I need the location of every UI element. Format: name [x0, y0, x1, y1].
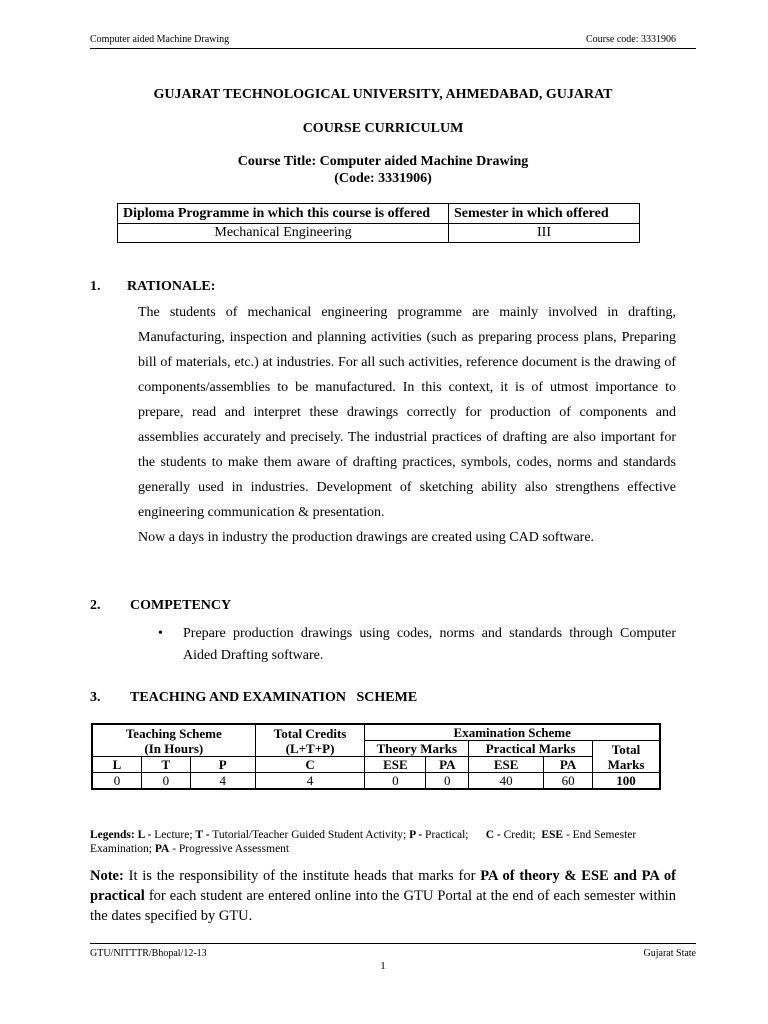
semester-header: Semester in which offered — [449, 204, 640, 224]
header-course-code: Course code: 3331906 — [586, 34, 676, 45]
footer-state: Gujarat State — [643, 948, 696, 959]
note-label: Note: — [90, 868, 124, 884]
section-3-title: TEACHING AND EXAMINATION SCHEME — [130, 690, 418, 705]
section-1-number: 1. — [90, 279, 101, 294]
value-C: 4 — [255, 773, 365, 790]
programme-header: Diploma Programme in which this course is offered — [118, 204, 449, 224]
col-practical-ESE: ESE — [469, 757, 544, 773]
value-practical-PA: 60 — [544, 773, 593, 790]
col-L: L — [92, 757, 141, 773]
rationale-cad-line: Now a days in industry the production drawings are created using CAD software. — [138, 530, 595, 545]
legend-T-text: Tutorial/Teacher Guided Student Activity; — [209, 829, 410, 841]
col-theory-PA: PA — [426, 757, 469, 773]
value-total-marks: 100 — [593, 773, 660, 790]
total-credits-label: Total Credits — [273, 725, 347, 741]
value-practical-ESE: 40 — [469, 773, 544, 790]
programme-table — [117, 203, 640, 243]
teaching-scheme-label: Teaching Scheme — [125, 725, 222, 741]
course-title: Course Title: Computer aided Machine Drawing — [237, 154, 529, 169]
running-header — [90, 34, 676, 45]
legend-ESE-key: ESE — [541, 829, 564, 841]
programme-value: Mechanical Engineering — [118, 224, 449, 243]
total-credits-header — [255, 724, 365, 757]
value-P: 4 — [190, 773, 255, 790]
legend-P-key: P - — [409, 829, 423, 841]
legend — [90, 828, 680, 856]
in-hours-label: (In Hours) — [144, 740, 204, 756]
legend-label: Legends: — [90, 829, 135, 841]
section-3-number: 3. — [90, 690, 101, 705]
running-footer — [90, 948, 696, 959]
section-2-number: 2. — [90, 598, 101, 613]
note-text-2: for each student are entered online into the GTU Portal at the end of each semester within the dates specified by GTU. — [90, 888, 676, 924]
course-code: (Code: 3331906) — [334, 171, 432, 186]
rationale-body — [138, 300, 676, 550]
theory-marks-header: Theory Marks — [365, 741, 469, 757]
legend-P-text: Practical; — [422, 829, 486, 841]
curriculum-heading: COURSE CURRICULUM — [302, 121, 464, 136]
competency-text: Prepare production drawings using codes, norms and standards through Computer Aided Drafting software. — [183, 626, 676, 663]
col-P: P — [190, 757, 255, 773]
col-C: C — [255, 757, 365, 773]
value-L: 0 — [92, 773, 141, 790]
section-2-title: COMPETENCY — [130, 598, 232, 613]
col-T: T — [141, 757, 190, 773]
value-T: 0 — [141, 773, 190, 790]
legend-C-text: Credit; — [500, 829, 542, 841]
legend-L-text: Lecture; — [151, 829, 196, 841]
col-practical-PA: PA — [544, 757, 593, 773]
page-number: 1 — [380, 960, 386, 972]
legend-ESE-text: - End Semester Examination; — [90, 829, 637, 855]
col-theory-ESE: ESE — [365, 757, 426, 773]
legend-C-key: C - — [485, 829, 501, 841]
note-text-1: It is the responsibility of the institute heads that marks for — [123, 868, 481, 884]
legend-L-key: L - — [137, 829, 152, 841]
footer-rule — [90, 943, 696, 944]
practical-marks-header: Practical Marks — [469, 741, 593, 757]
note-bold-text: PA of theory & ESE and PA of practical — [90, 868, 676, 904]
university-title: GUJARAT TECHNOLOGICAL UNIVERSITY, AHMEDABAD, GUJARAT — [153, 87, 613, 102]
note — [90, 866, 676, 926]
legend-T-key: T - — [195, 829, 210, 841]
rationale-paragraph: The students of mechanical engineering programme are mainly involved in drafting, Manufacturing, inspection and planning activities (such as preparing process plans, Preparing bill of materials, etc.) at industries. For all such activities, reference document is the drawing of components/assemblies to be manufactured. In this context, it is of utmost importance to prepare, read and interpret these drawings correctly for production of components and assemblies accurately and precisely. The industrial practices of drafting are also important for the students to make them aware of drafting practices, symbols, codes, norms and standards generally used in industries. Development of sketching ability also strengthens effective engineering communication & presentation. — [138, 305, 676, 520]
bullet-icon: • — [158, 626, 163, 641]
teaching-scheme-header — [92, 724, 255, 757]
semester-value: III — [449, 224, 640, 243]
ltp-label: (L+T+P) — [285, 740, 335, 756]
competency-list-item — [158, 623, 676, 667]
footer-source: GTU/NITTTR/Bhopal/12-13 — [90, 948, 207, 959]
value-theory-ESE: 0 — [365, 773, 426, 790]
header-course-name: Computer aided Machine Drawing — [90, 34, 230, 45]
section-1-title: RATIONALE: — [127, 279, 216, 294]
legend-PA-text: - Progressive Assessment — [169, 843, 290, 855]
header-rule — [90, 48, 696, 49]
legend-PA-key: PA — [154, 843, 170, 855]
exam-scheme-header: Examination Scheme — [365, 724, 660, 741]
teaching-scheme-table — [91, 723, 661, 790]
total-marks-header: Total Marks — [593, 741, 660, 773]
value-theory-PA: 0 — [426, 773, 469, 790]
